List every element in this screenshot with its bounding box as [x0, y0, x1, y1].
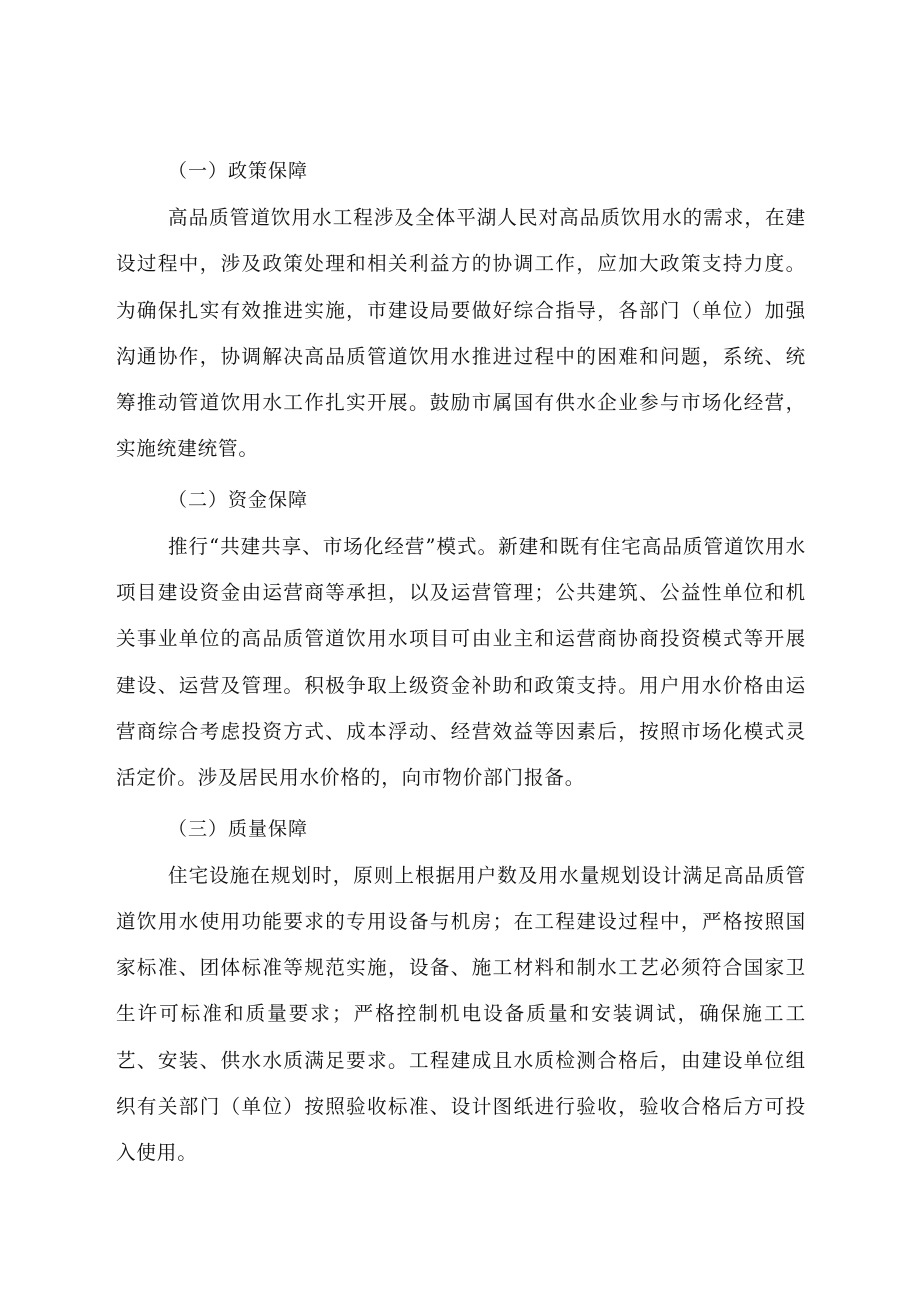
section-quality — [116, 808, 806, 1177]
section-heading: （二）资金保障 — [168, 488, 309, 511]
paragraph: 住宅设施在规划时，原则上根据用户数及用水量规划设计满足高品质管道饮用水使用功能要求的专用设备与机房；在工程建设过程中，严格按照国家标准、团体标准等规范实施，设备、施工材料和制水工艺必须符合国家卫生许可标准和质量要求；严格控制机电设备质量和安装调试，确保施工工艺、安装、供水水质满足要求。工程建成且水质检测合格后，由建设单位组织有关部门（单位）按照验收标准、设计图纸进行验收，验收合格后方可投入使用。 — [116, 863, 806, 1165]
paragraph: 推行“共建共享、市场化经营”模式。新建和既有住宅高品质管道饮用水项目建设资金由运营商等承担，以及运营管理；公共建筑、公益性单位和机关事业单位的高品质管道饮用水项目可由业主和运营商协商投资模式等开展建设、运营及管理。积极争取上级资金补助和政策支持。用户用水价格由运营商综合考虑投资方式、成本浮动、经营效益等因素后，按照市场化模式灵活定价。涉及居民用水价格的，向市物价部门报备。 — [116, 534, 806, 790]
document-body — [116, 150, 806, 1177]
section-policy — [116, 150, 806, 473]
section-heading: （一）政策保障 — [168, 160, 309, 182]
section-heading: （三）质量保障 — [168, 817, 309, 840]
section-funding — [116, 479, 806, 802]
paragraph: 高品质管道饮用水工程涉及全体平湖人民对高品质饮用水的需求，在建设过程中，涉及政策处理和相关利益方的协调工作，应加大政策支持力度。为确保扎实有效推进实施，市建设局要做好综合指导，各部门（单位）加强沟通协作，协调解决高品质管道饮用水推进过程中的困难和问题，系统、统筹推动管道饮用水工作扎实开展。鼓励市属国有供水企业参与市场化经营，实施统建统管。 — [116, 206, 806, 461]
